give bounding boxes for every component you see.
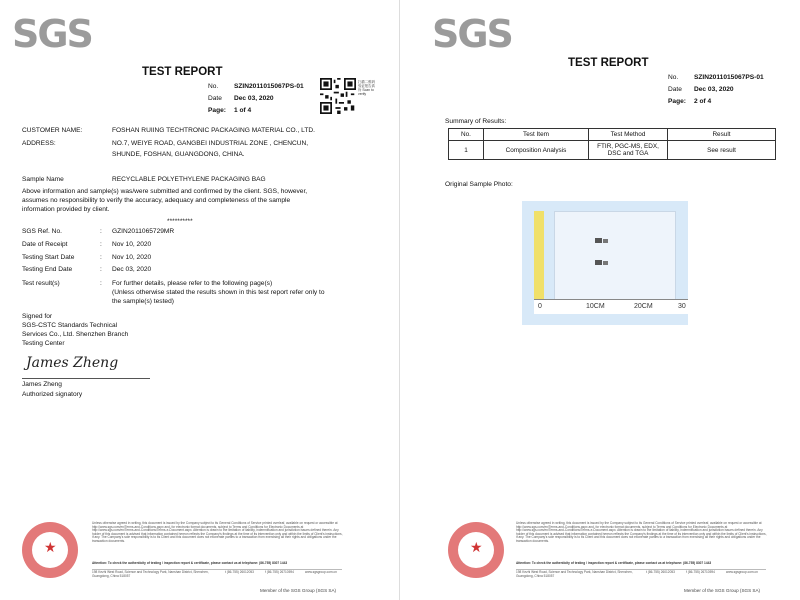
address-line-1: NO.7, WEIYE ROAD, GANGBEI INDUSTRIAL ZONE , CHENCUN, [112,140,309,147]
sgs-logo: SGS [432,12,512,56]
cell-test-item: Composition Analysis [484,141,589,160]
receipt-value: Nov 10, 2020 [112,241,152,248]
result-line-3: the sample(s) tested) [112,298,174,305]
report-date-value: Dec 03, 2020 [234,95,274,102]
footer-phone: t (86-755) 26012053 [225,570,254,574]
report-title: TEST REPORT [568,57,649,69]
header-test-item: Test Item [484,129,589,141]
ruler-label-30: 30 [678,303,686,310]
report-page-label: Page: [668,98,686,105]
sgs-logo: SGS [12,12,92,56]
table-header-row [449,129,776,141]
statement-line-1: Above information and sample(s) was/were submitted and confirmed by the client. SGS, however, [22,188,308,195]
separator-stars: ********** [167,218,193,225]
statement-line-3: information provided by client. [22,206,110,213]
signer-org-3: Testing Center [22,340,65,347]
report-date-label: Date [668,86,682,93]
footer-web: www.sgsgroup.com.cn [726,570,758,574]
signer-name: James Zheng [22,381,62,388]
report-no-value: SZIN2011015067PS-01 [694,74,764,81]
signer-org-1: SGS-CSTC Standards Technical [22,322,118,329]
footer-member: Member of the SGS Group (SGS SA) [260,588,337,593]
footer-phone: t (86-755) 26012053 [646,570,675,574]
sample-label: Sample Name [22,176,64,183]
footer-member: Member of the SGS Group (SGS SA) [684,588,761,593]
footer-address: 198 Kezhi West Road, Science and Technology Park, Nanshan District, Shenzhen, Guangdong, China 518057 [92,570,209,578]
sample-bag [554,211,676,305]
start-value: Nov 10, 2020 [112,254,152,261]
sgs-stamp-icon: ★ [448,522,504,578]
end-label: Testing End Date [22,266,73,273]
footer-contact: Attention: To check the authenticity of testing / inspection report & certificate, please contact us at telephone: (86-755) 8307 1443 [92,561,288,565]
statement-line-2: assumes no responsibility to verify the accuracy, adequacy and completeness of the sample [22,197,291,204]
address-label: ADDRESS: [22,140,56,147]
result-line-2: (Unless otherwise stated the results shown in this test report refer only to [112,289,325,296]
sgs-stamp-icon: ★ [22,522,78,578]
header-result: Result [668,129,776,141]
report-page-label: Page: [208,107,226,114]
sample-value: RECYCLABLE POLYETHYLENE PACKAGING BAG [112,176,266,183]
report-page-value: 1 of 4 [234,107,252,114]
photo-title: Original Sample Photo: [445,181,513,188]
result-line-1: For further details, please refer to the following page(s) [112,280,273,287]
footer-fax: f (86-755) 26710594 [265,570,294,574]
qr-caption: 扫描二维码 验证报告真伪 Scan to verify [358,80,375,96]
ref-value: GZIN2011065729MR [112,228,175,235]
start-label: Testing Start Date [22,254,75,261]
signature: James Zheng [26,355,119,371]
report-page-value: 2 of 4 [694,98,712,105]
header-no: No. [449,129,484,141]
method-line-1: FTIR, PGC-MS, EDX, [597,143,659,150]
ruler-label-10: 10CM [586,303,605,310]
report-date-value: Dec 03, 2020 [694,86,734,93]
customer-value: FOSHAN RUIING TECHTRONIC PACKAGING MATERIAL CO., LTD. [112,127,315,134]
customer-label: CUSTOMER NAME: [22,127,83,134]
results-table [448,128,776,160]
qr-code-icon [320,78,356,114]
report-no-label: No. [668,74,679,81]
footer-address: 198 Kezhi West Road, Science and Technology Park, Nanshan District, Shenzhen, Guangdong, China 518057 [516,570,633,578]
cell-test-method [589,141,668,160]
ruler-vertical [534,211,544,309]
cell-result: See result [668,141,776,160]
address-line-2: SHUNDE, FOSHAN, GUANGDONG, CHINA. [112,151,245,158]
bag-print-icon [555,212,675,304]
footer-disclaimer: Unless otherwise agreed in writing, this document is issued by the Company subject to its General Conditions of Service printed overleaf, available on request or accessible at http://www.sgs.com/en/Terms-and-Conditions.aspx and, for electronic format documents, subject to Terms and Conditions for Electronic Documents at http://www.sgs.com/en/Terms-and-Conditions/Terms-e-Document.aspx. Attention is drawn to the limitation of liability, indemnification and jurisdiction issues defined therein. Any holder of this document is advised that information contained hereon reflects the Company's findings at the time of its intervention only and within the limits of Client's instructions, if any. The Company's sole responsibility is to its Client and this document does not exonerate parties to a transaction from exercising all their rights and obligations under the transaction documents. [92,521,343,543]
ref-label: SGS Ref. No. [22,228,62,235]
footer-disclaimer: Unless otherwise agreed in writing, this document is issued by the Company subject to its General Conditions of Service printed overleaf, available on request or accessible at http://www.sgs.com/en/Terms-and-Conditions.aspx and, for electronic format documents, subject to Terms and Conditions for Electronic Documents at http://www.sgs.com/en/Terms-and-Conditions/Terms-e-Document.aspx. Attention is drawn to the limitation of liability, indemnification and jurisdiction issues defined therein. Any holder of this document is advised that information contained hereon reflects the Company's findings at the time of its intervention only and within the limits of Client's instructions, if any. The Company's sole responsibility is to its Client and this document does not exonerate parties to a transaction from exercising all their rights and obligations under the transaction documents. [516,521,767,543]
header-test-method: Test Method [589,129,668,141]
footer-web: www.sgsgroup.com.cn [305,570,337,574]
summary-title: Summary of Results: [445,118,507,125]
footer-contact: Attention: To check the authenticity of testing / inspection report & certificate, please contact us at telephone: (86-755) 8307 1443 [516,561,712,565]
signer-title: Authorized signatory [22,391,83,398]
ruler-label-0: 0 [538,303,542,310]
ruler-label-20: 20CM [634,303,653,310]
report-date-label: Date [208,95,222,102]
report-no-label: No. [208,83,219,90]
end-value: Dec 03, 2020 [112,266,152,273]
cell-no: 1 [449,141,484,160]
report-no-value: SZIN2011015067PS-01 [234,83,304,90]
method-line-2: DSC and TGA [607,150,649,157]
ruler-horizontal [534,299,688,314]
signed-for: Signed for [22,313,53,320]
signer-org-2: Services Co., Ltd. Shenzhen Branch [22,331,129,338]
sample-photo [522,201,688,325]
result-label: Test result(s) [22,280,60,287]
table-row [449,141,776,160]
report-title: TEST REPORT [142,66,223,78]
footer-fax: f (86-755) 26710594 [686,570,715,574]
receipt-label: Date of Receipt [22,241,68,248]
signature-line [22,378,150,379]
report-page-2 [400,0,800,600]
report-page-1: SGS TEST REPORT No. SZIN2011015067PS-01 Date Dec 03, 2020 Page: 1 of 4 扫描二维码 验证报告真伪 Scan to verify CUSTOMER NAME: FOSHAN RUIING TECHTRONIC PACKAGING MATERIAL CO., LTD. ADDRESS: NO.7, WEIYE ROAD, GANGBEI INDUSTRIAL ZONE , CHENCUN, SHUNDE, FOSHAN, GUANGDONG, CHINA. Sample Name RECYCLABLE POLYETHYLENE PACKAGING BAG Above information and sample(s) was/were submitted and confirmed by the client. SGS, however, assumes no responsibility to verify the accuracy, adequacy and completeness of the sample information provided by client. ********** SGS Ref. No. : GZIN2011065729MR Date of Receipt : Nov 10, 2020 Testing Start Date : Nov 10, 2020 Testing End Date : Dec 03, 2020 Test result(s) : For further details, please refer to the following page(s) (Unless otherwise stated the results shown in this test report refer only to the sample(s) tested) Signed for SGS-CSTC Standards Technical Services Co., Ltd. Shenzhen Branch Testing Center James Zheng James Zheng Authorized signatory ★ Unless otherwise agreed in writing, this document is issued by the Company subject to its General Conditions of Service printed overleaf, available on request or accessible at http://www.sgs.com/en/Terms-and-Conditions.aspx and, for electronic format documents, subject to Terms and Conditions for Electronic Documents at http://www.sgs.com/en/Terms-and-Conditions/Terms-e-Document.aspx. Attention is drawn to the limitation of liability, indemnification and jurisdiction issues defined therein. Any holder of this document is advised that information contained hereon reflects the Company's findings at the time of its intervention only and within the limits of Client's instructions, if any. The Company's sole responsibility is to its Client and this document does not exonerate parties to a transaction from exercising all their rights and obligations under the transaction documents. Attention: To check the authenticity of testing / inspection report & certificate, please contact us at telephone: (86-755) 8307 1443 198 Kezhi West Road, Science and Technology Park, Nanshan District, Shenzhen, Guangdong, China 518057 t (86-755) 26012053 f (86-755) 26710594 www.sgsgroup.com.cn Member of the SGS Group (SGS SA) [0,0,400,600]
